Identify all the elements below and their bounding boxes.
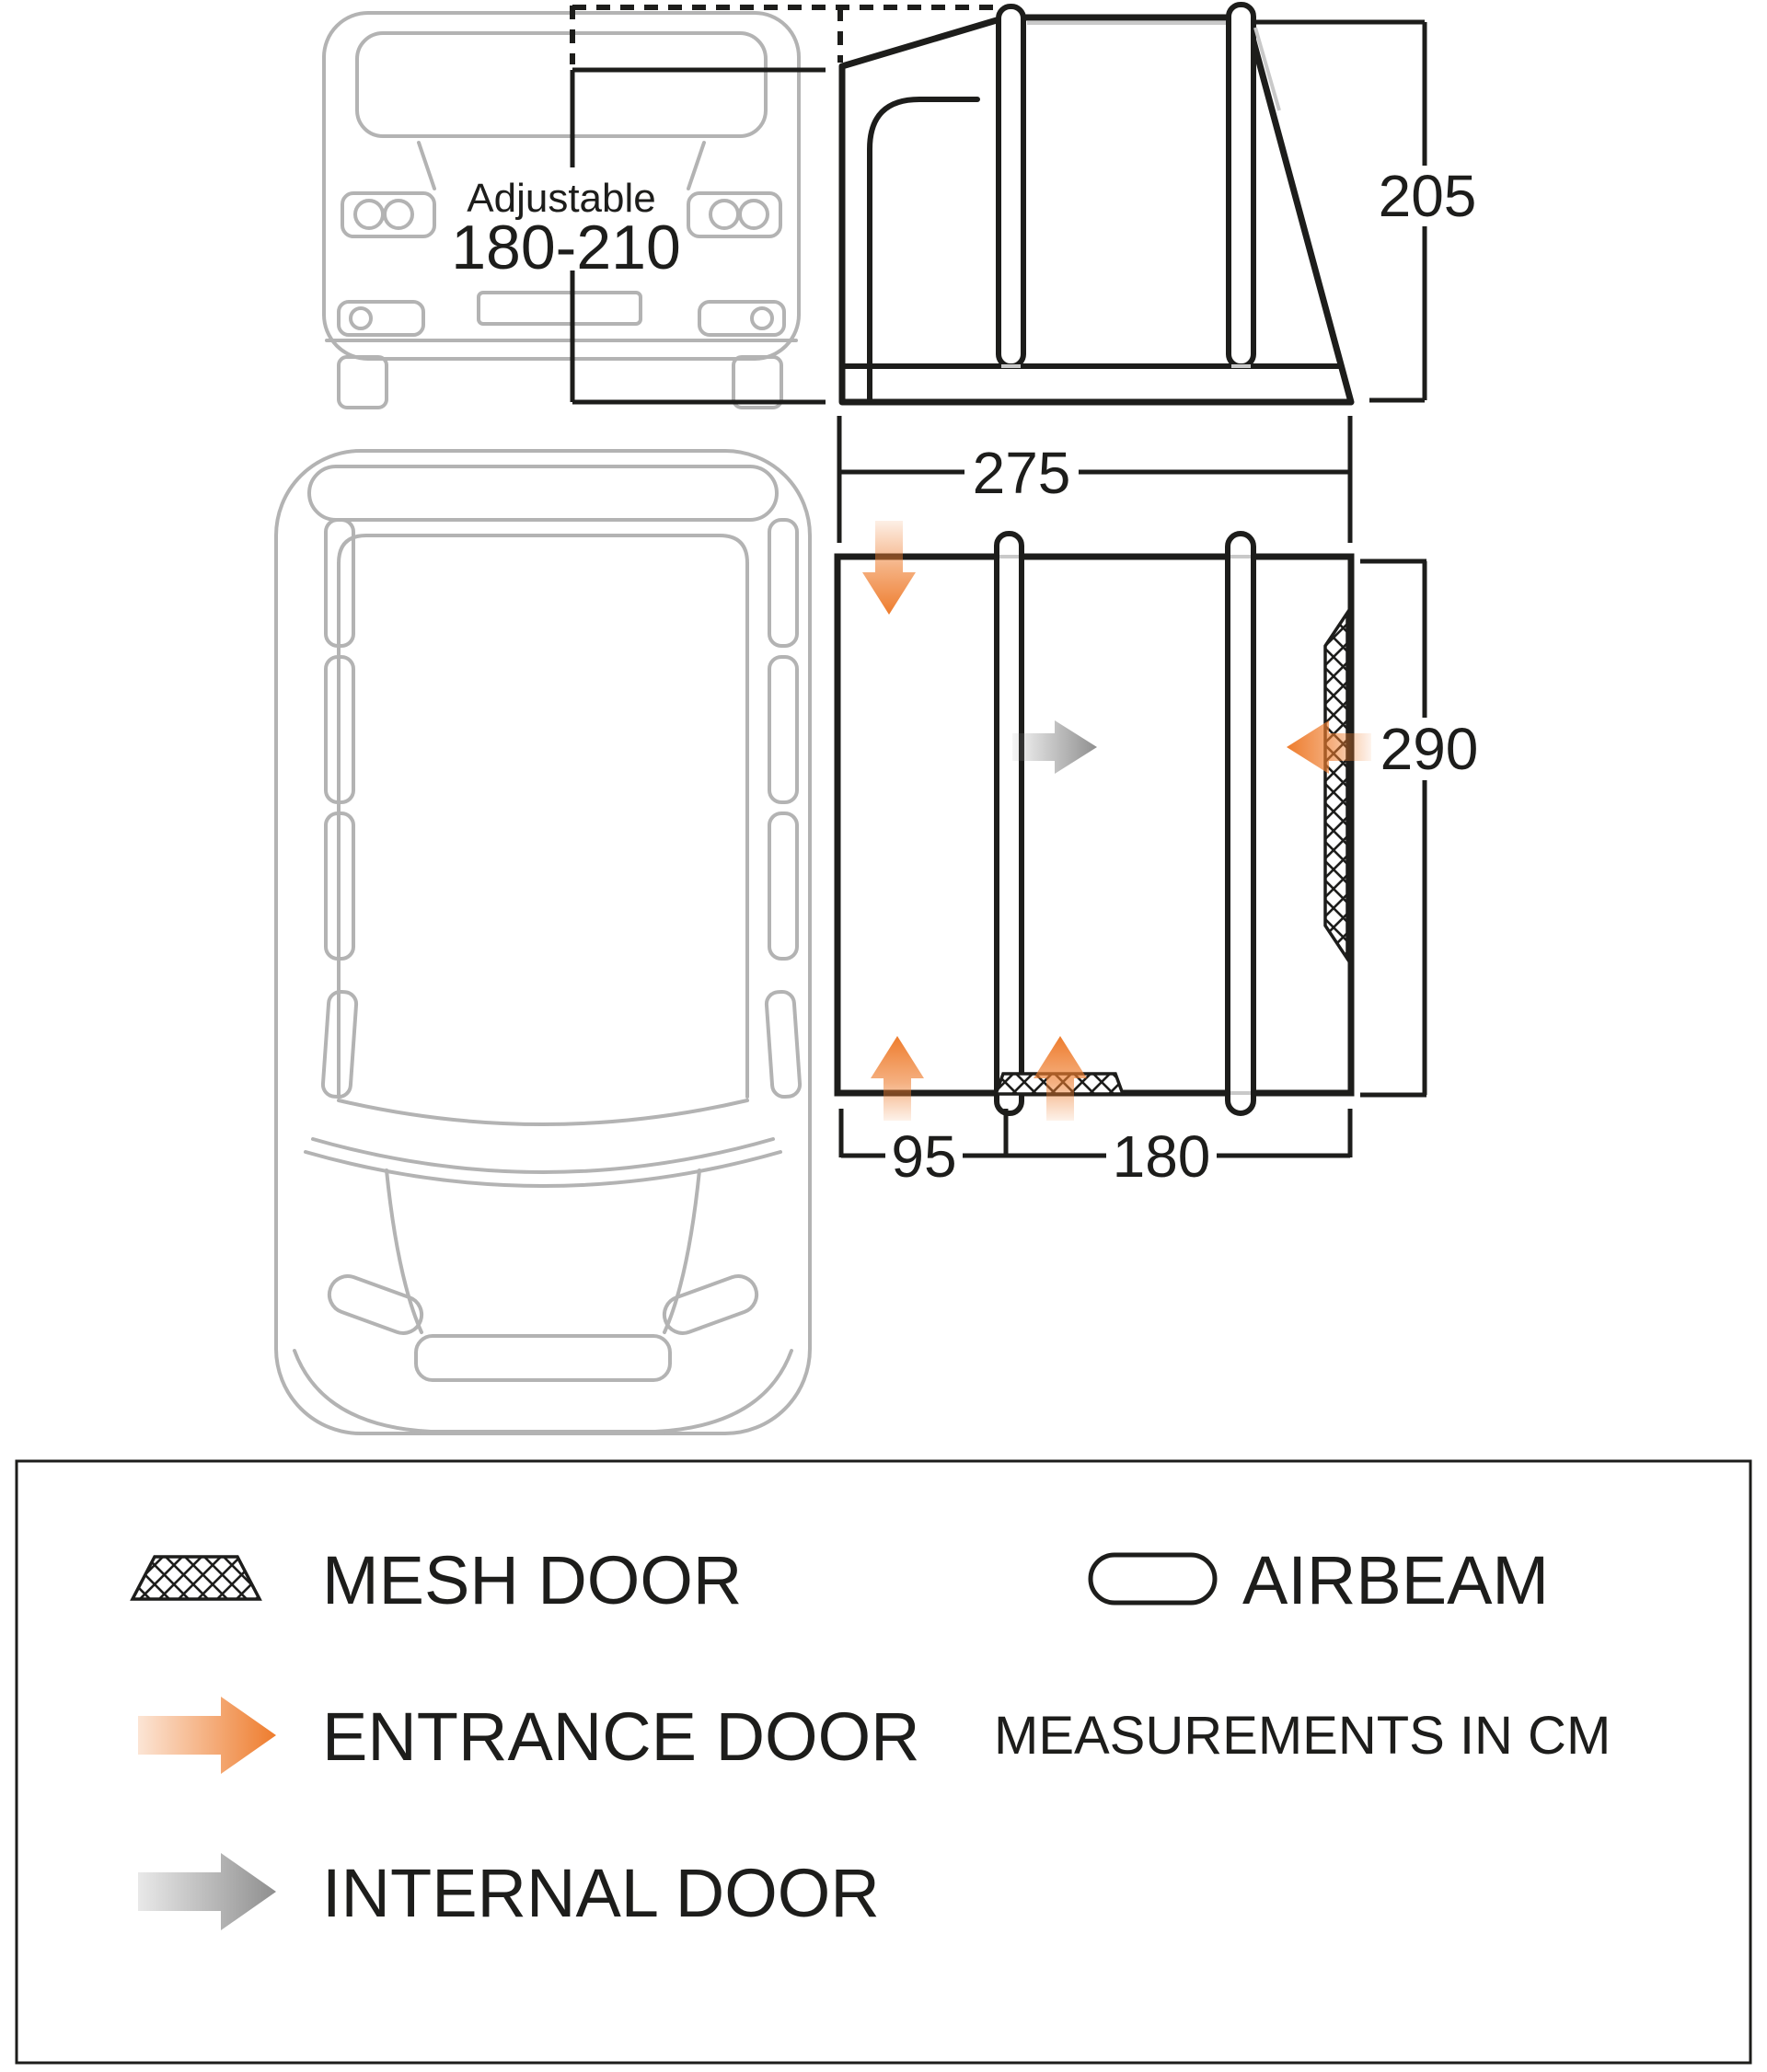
van-rear-wheel-left — [339, 357, 387, 408]
van-rear-taillight-left-lamp-1 — [355, 201, 383, 228]
adjustable-range-value: 180-210 — [451, 213, 681, 282]
van-top-grille — [416, 1336, 670, 1380]
dimension-bottom-spans — [841, 1109, 1350, 1190]
legend-airbeam-label: AIRBEAM — [1242, 1542, 1550, 1618]
van-top-bumper — [294, 1351, 791, 1432]
van-top-hood-crease-left — [387, 1170, 422, 1332]
awning-side-outline — [842, 17, 1351, 402]
legend — [17, 1461, 1750, 2063]
width-value: 275 — [972, 440, 1071, 506]
left-span-value: 95 — [891, 1123, 957, 1190]
van-top-window-right-3 — [769, 813, 797, 959]
airbeam-tube-plan-1 — [997, 534, 1022, 1113]
awning-floorplan — [837, 521, 1371, 1121]
legend-entrance-door-label: ENTRANCE DOOR — [322, 1698, 920, 1775]
airbeam-tube-side-1 — [999, 6, 1023, 366]
van-top-window-right-front — [766, 991, 801, 1098]
van-rear-taillight-left-lamp-2 — [385, 201, 412, 228]
mesh-door-right — [1325, 613, 1347, 959]
van-top-roof — [339, 535, 747, 1097]
van-rear-taillight-right-lamp-2 — [740, 201, 768, 228]
legend-measurements-note: MEASUREMENTS IN CM — [994, 1706, 1611, 1766]
adjustable-label: Adjustable — [467, 176, 656, 221]
airbeam-icon — [1091, 1555, 1215, 1603]
van-rear-taillight-right-lamp-1 — [710, 201, 738, 228]
van-top-window-right-2 — [769, 657, 797, 802]
height-value: 205 — [1378, 163, 1477, 229]
van-top-window-right-1 — [769, 520, 797, 646]
legend-internal-door-label: INTERNAL DOOR — [322, 1855, 880, 1931]
van-top-hood-crease-right — [664, 1170, 699, 1332]
airbeam-tube-plan-2 — [1228, 534, 1253, 1113]
van-rear-wiper-left — [419, 143, 434, 189]
mesh-door-icon — [133, 1557, 260, 1599]
floorplan-outline — [837, 557, 1351, 1093]
van-top-windshield — [339, 1100, 747, 1124]
van-rear-license-plate — [479, 293, 641, 324]
van-rear-wiper-right — [688, 143, 704, 189]
van-top-cowl-line-1 — [313, 1139, 773, 1172]
awning-side-view — [842, 5, 1351, 402]
airbeam-tube-side-2 — [1229, 5, 1253, 366]
van-rear-bumper-left-detail — [351, 308, 371, 328]
mesh-span-value: 180 — [1112, 1123, 1211, 1190]
depth-value: 290 — [1380, 716, 1479, 782]
van-rear-bumper-right-detail — [752, 308, 772, 328]
van-top-body — [276, 451, 810, 1433]
legend-mesh-door-label: MESH DOOR — [322, 1542, 743, 1618]
dimension-depth-290 — [1360, 561, 1478, 1095]
van-top-cowl-line-2 — [306, 1152, 780, 1186]
dimension-width-275 — [839, 416, 1350, 543]
van-rear-window — [357, 33, 766, 136]
van-top-view — [276, 451, 810, 1433]
van-top-tailgate-window — [309, 466, 777, 520]
